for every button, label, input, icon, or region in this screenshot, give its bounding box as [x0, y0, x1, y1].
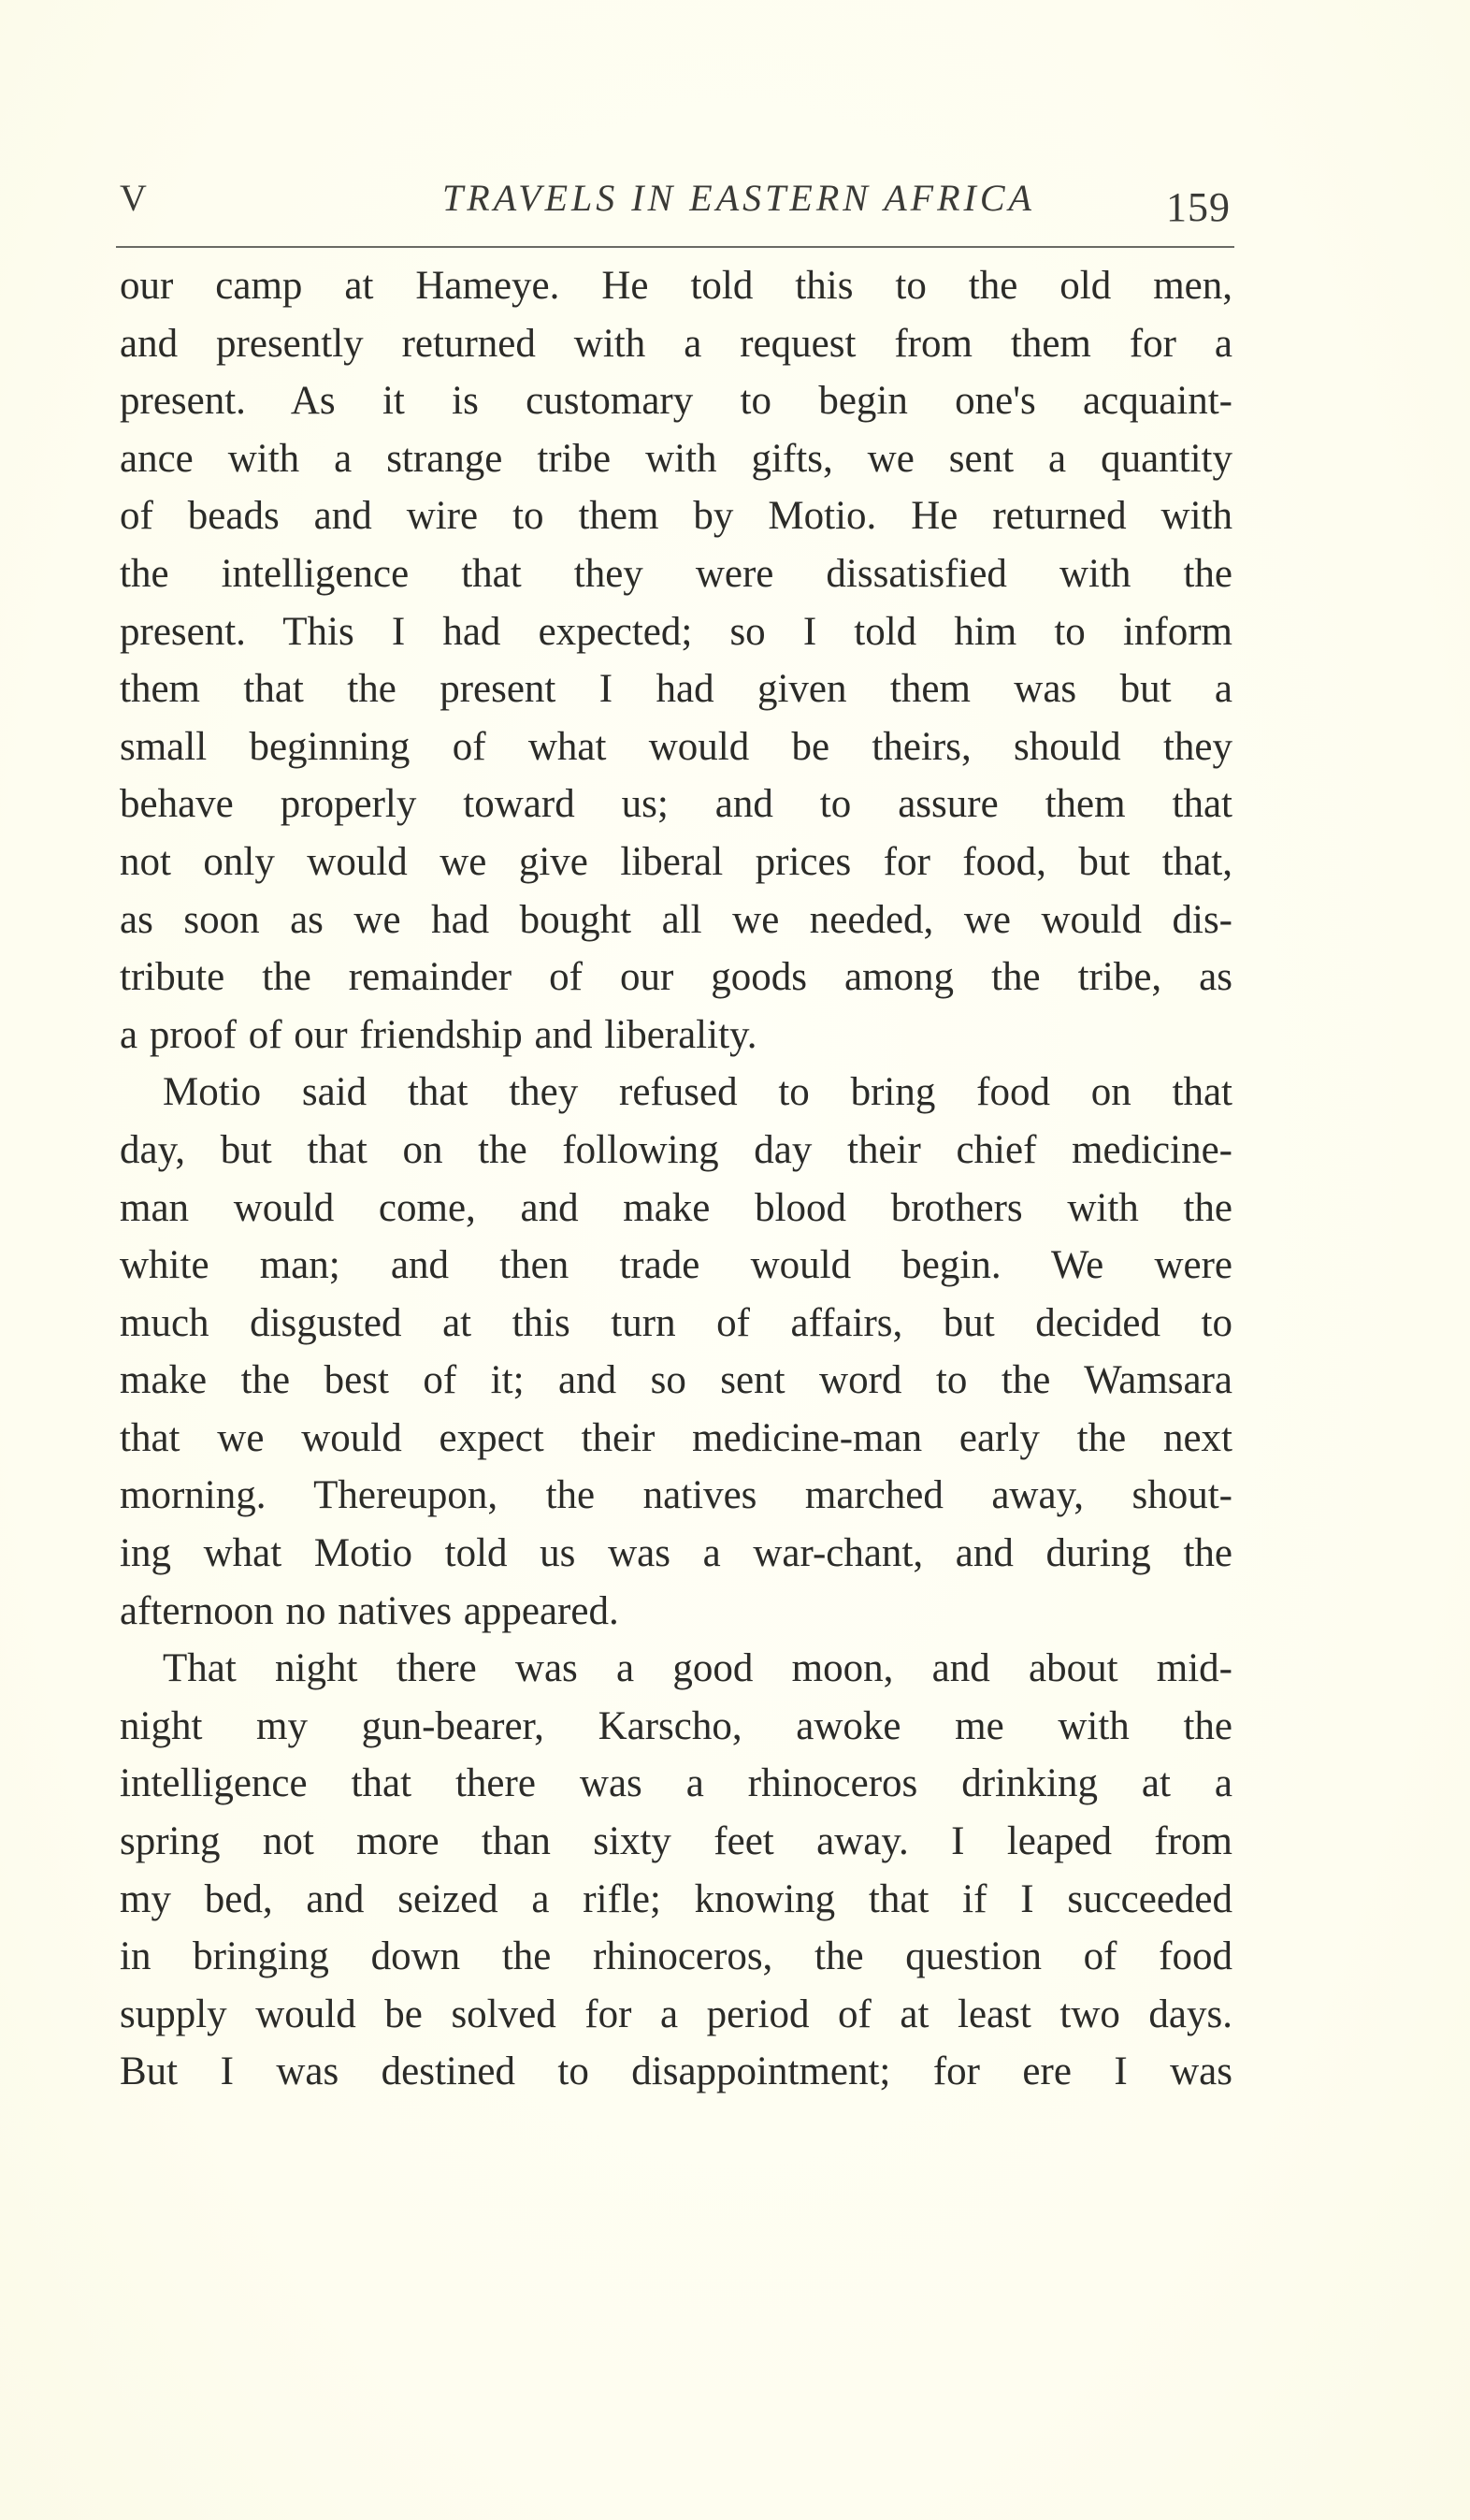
- text-line: my bed, and seized a rifle; knowing that if I succeeded: [120, 1876, 1232, 1921]
- text-line: tribute the remainder of our goods among the tribe, as: [120, 955, 1232, 1000]
- body-text: [120, 257, 1232, 2101]
- text-line: spring not more than sixty feet away. I leaped from: [120, 1819, 1232, 1864]
- chapter-number: V: [120, 177, 148, 219]
- text-line: of beads and wire to them by Motio. He returned with: [120, 494, 1232, 539]
- text-line: white man; and then trade would begin. We were: [120, 1243, 1232, 1288]
- text-line: our camp at Hameye. He told this to the old men,: [120, 264, 1232, 308]
- text-line: present. As it is customary to begin one's acquaint-: [120, 379, 1232, 424]
- paragraph-start-line: Motio said that they refused to bring food on that: [163, 1070, 1232, 1115]
- text-line: intelligence that there was a rhinoceros drinking at a: [120, 1761, 1232, 1806]
- text-line: behave properly toward us; and to assure them that: [120, 782, 1232, 827]
- text-line: day, but that on the following day their chief medicine-: [120, 1127, 1232, 1172]
- text-line: night my gun-bearer, Karscho, awoke me with the: [120, 1703, 1232, 1748]
- text-line: that we would expect their medicine-man early the next: [120, 1415, 1232, 1460]
- header-rule: [116, 246, 1234, 248]
- running-head: [120, 176, 1231, 232]
- text-line: ing what Motio told us was a war-chant, and during the: [120, 1531, 1232, 1576]
- text-line: and presently returned with a request from them for a: [120, 321, 1232, 366]
- text-line: present. This I had expected; so I told him to inform: [120, 609, 1232, 654]
- running-title: TRAVELS IN EASTERN AFRICA: [442, 177, 1035, 219]
- paragraph-end-line: afternoon no natives appeared.: [120, 1588, 619, 1633]
- text-line: the intelligence that they were dissatisfied with the: [120, 551, 1232, 596]
- paragraph-end-line: a proof of our friendship and liberality.: [120, 1012, 757, 1057]
- text-line: man would come, and make blood brothers with the: [120, 1185, 1232, 1230]
- text-line: make the best of it; and so sent word to the Wamsara: [120, 1358, 1232, 1403]
- text-line: much disgusted at this turn of affairs, but decided to: [120, 1300, 1232, 1345]
- text-line: as soon as we had bought all we needed, we would dis-: [120, 897, 1232, 942]
- text-line: supply would be solved for a period of at least two days.: [120, 1991, 1232, 2036]
- text-line: in bringing down the rhinoceros, the question of food: [120, 1934, 1232, 1979]
- text-line: But I was destined to disappointment; for ere I was: [120, 2049, 1232, 2094]
- text-line: ance with a strange tribe with gifts, we sent a quantity: [120, 436, 1232, 481]
- text-line: them that the present I had given them was but a: [120, 667, 1232, 712]
- text-line: small beginning of what would be theirs, should they: [120, 724, 1232, 769]
- paragraph-start-line: That night there was a good moon, and about mid-: [163, 1646, 1232, 1691]
- page-number: 159: [1166, 184, 1231, 230]
- text-line: not only would we give liberal prices for food, but that,: [120, 839, 1232, 884]
- text-line: morning. Thereupon, the natives marched away, shout-: [120, 1473, 1232, 1518]
